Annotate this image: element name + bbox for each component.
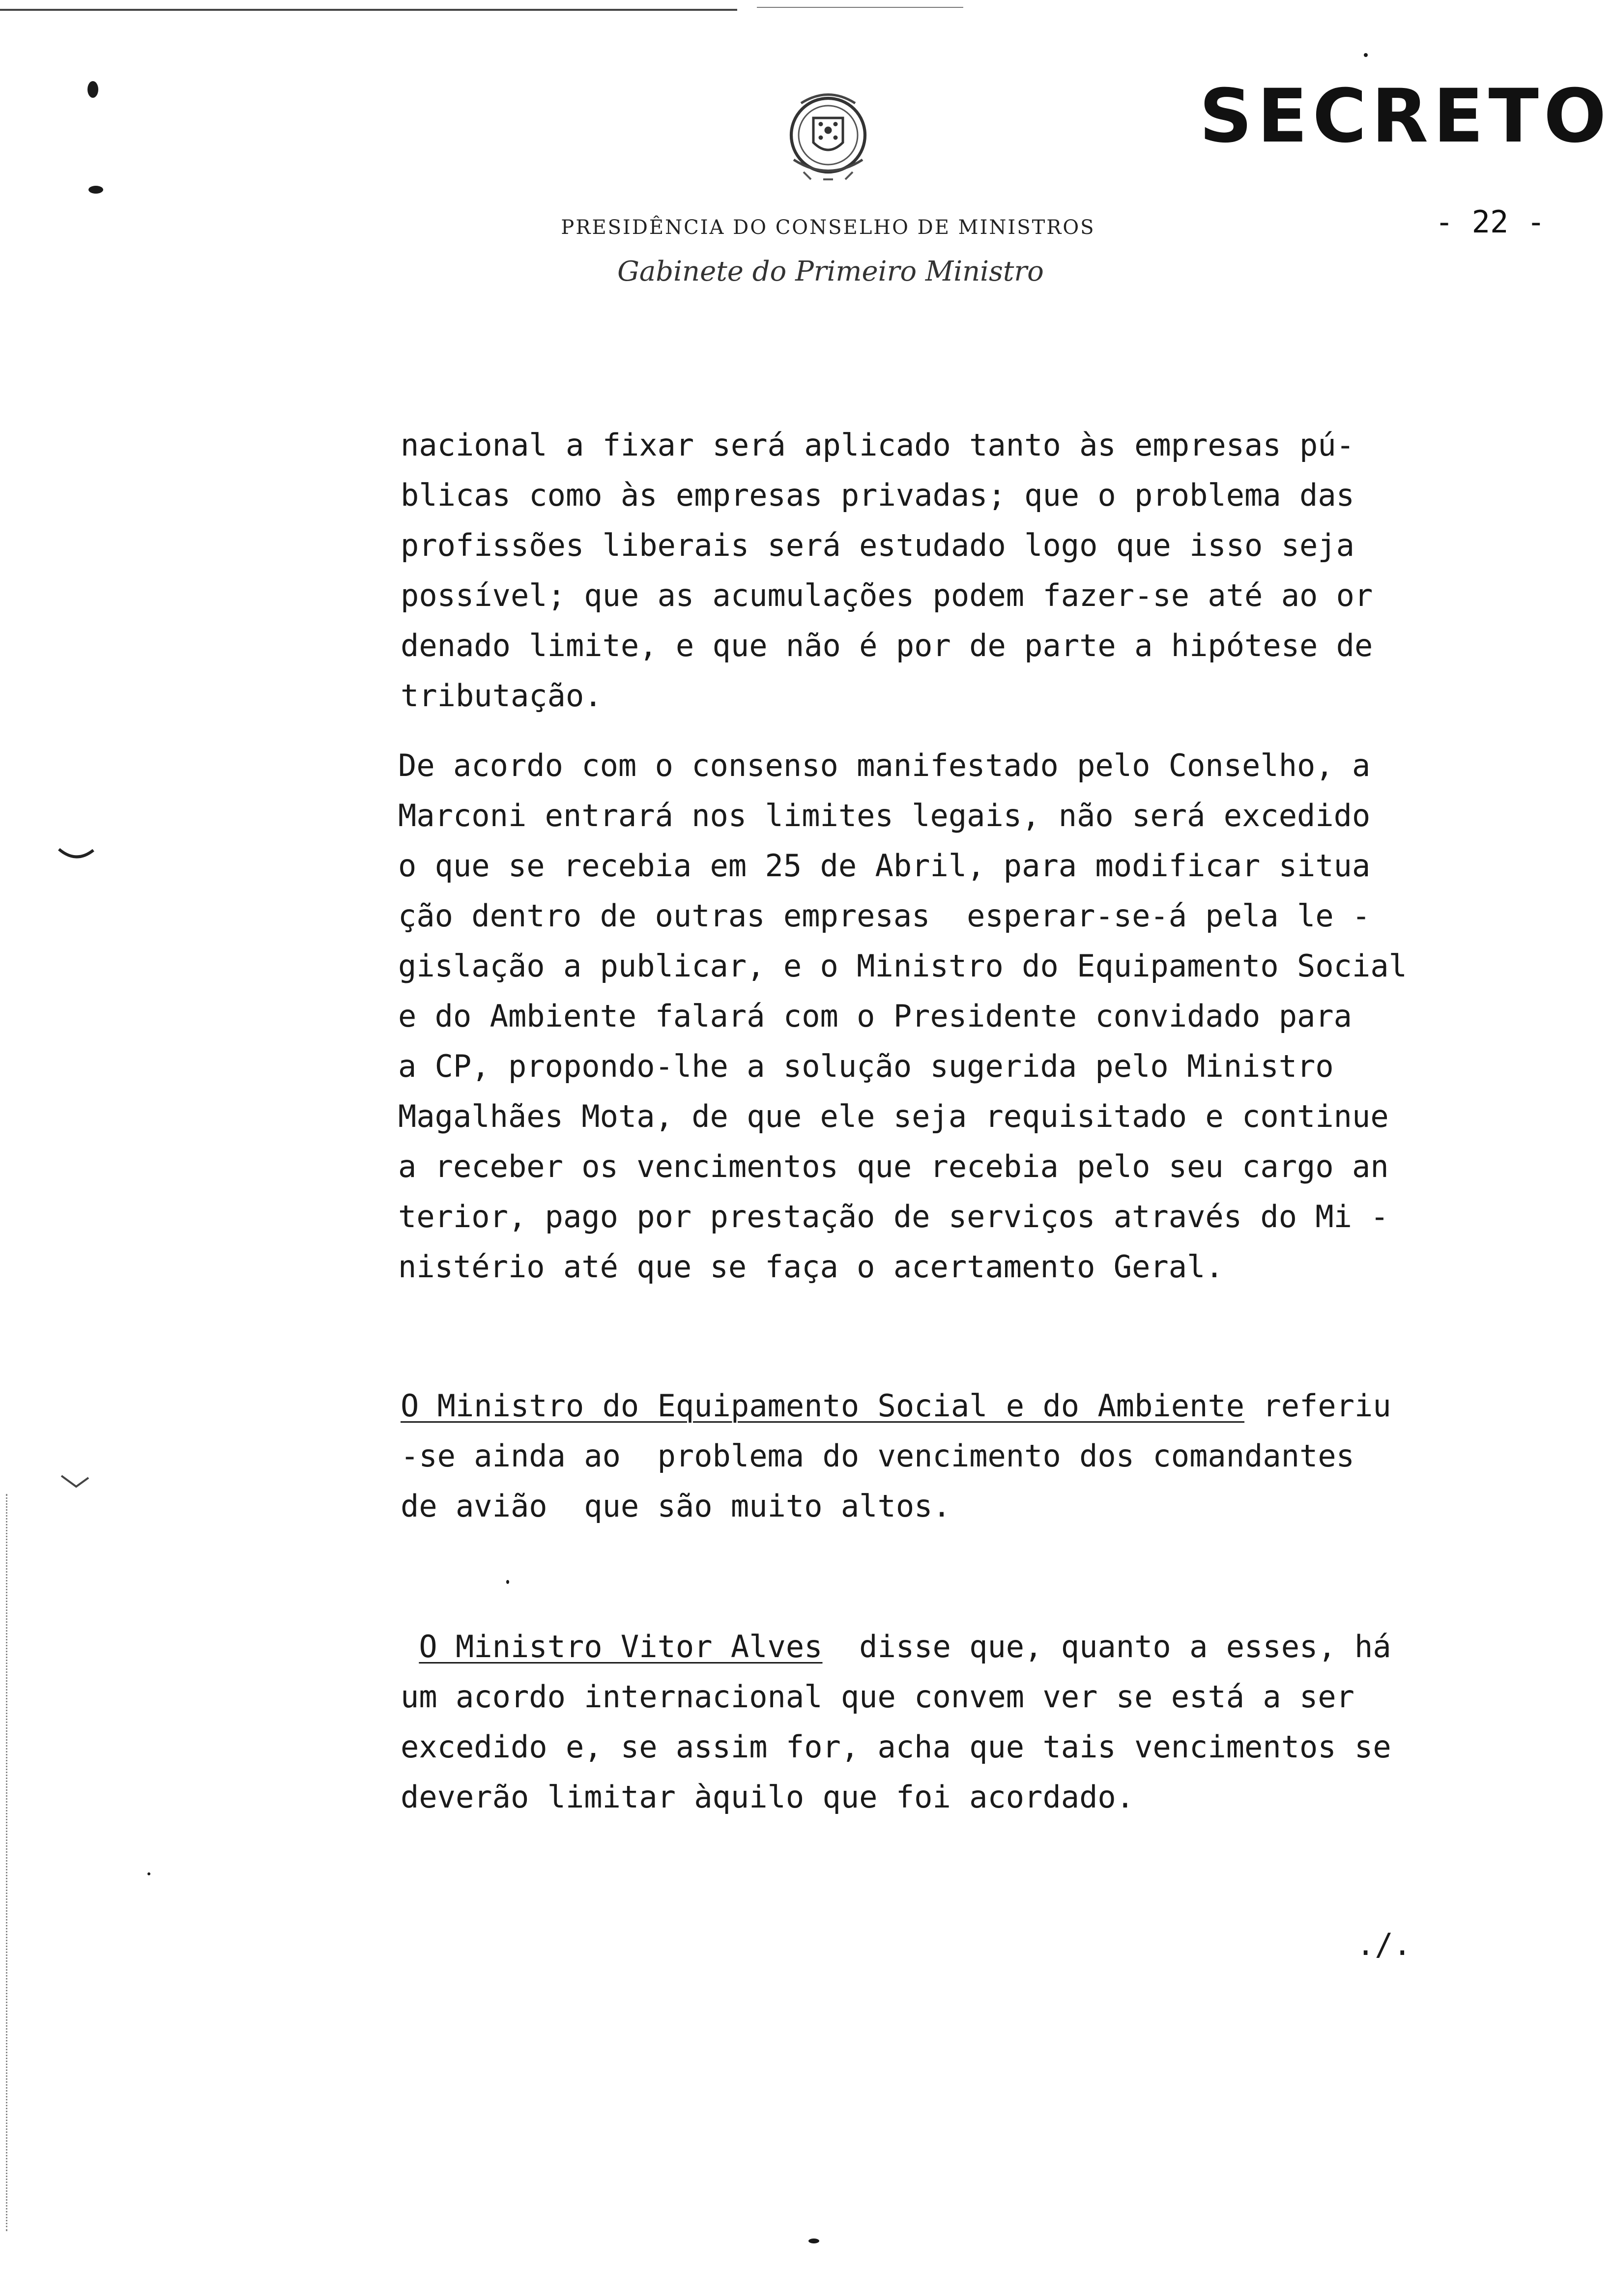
paragraph-3	[401, 1381, 1391, 1531]
top-rule	[0, 9, 737, 11]
paragraph-2	[398, 741, 1407, 1292]
speaker-name: O Ministro do Equipamento Social e do Ambiente	[401, 1388, 1245, 1424]
text-line	[401, 1622, 1391, 1672]
text-line: um acordo internacional que convem ver se está a ser	[401, 1679, 1355, 1715]
text-line: de avião que são muito altos.	[401, 1488, 951, 1524]
continuation-mark: ./.	[1356, 1926, 1411, 1962]
text-line: nacional a fixar será aplicado tanto às empresas pú-	[401, 427, 1355, 463]
text-line: deverão limitar àquilo que foi acordado.	[401, 1779, 1135, 1815]
scan-speck	[808, 2239, 819, 2243]
text-line: terior, pago por prestação de serviços através do Mi -	[398, 1199, 1389, 1234]
text-line: Marconi entrará nos limites legais, não será excedido	[398, 798, 1371, 833]
text-line: -se ainda ao problema do vencimento dos comandantes	[401, 1438, 1355, 1474]
text-line: tributação.	[401, 678, 603, 714]
scan-speck	[1364, 53, 1368, 57]
scan-speck	[87, 81, 98, 98]
scan-speck	[506, 1580, 509, 1584]
text-line: gislação a publicar, e o Ministro do Equipamento Social	[398, 948, 1407, 984]
text-fragment: referiu	[1244, 1388, 1391, 1424]
paragraph-4	[401, 1622, 1391, 1822]
text-line: De acordo com o consenso manifestado pelo Conselho, a	[398, 747, 1371, 783]
institution-name: PRESIDÊNCIA DO CONSELHO DE MINISTROS	[561, 216, 1095, 239]
margin-tick-mark	[57, 845, 96, 865]
text-line: Magalhães Mota, de que ele seja requisitado e continue	[398, 1098, 1389, 1134]
classification-stamp: SECRETO	[1199, 74, 1612, 159]
text-line: a receber os vencimentos que recebia pelo seu cargo an	[398, 1148, 1389, 1184]
page-number: - 22 -	[1435, 204, 1545, 240]
text-line	[401, 1381, 1391, 1431]
margin-tick-mark	[59, 1472, 93, 1496]
scan-speck	[88, 186, 103, 194]
text-line: e do Ambiente falará com o Presidente convidado para	[398, 998, 1353, 1034]
text-line: denado limite, e que não é por de parte a hipótese de	[401, 628, 1373, 663]
text-fragment: disse que, quanto a esses, há	[822, 1629, 1391, 1665]
scan-speck	[147, 1872, 150, 1875]
text-line: a CP, propondo-lhe a solução sugerida pelo Ministro	[398, 1048, 1334, 1084]
text-line: excedido e, se assim for, acha que tais vencimentos se	[401, 1729, 1391, 1765]
speaker-name: O Ministro Vitor Alves	[419, 1629, 823, 1665]
office-name: Gabinete do Primeiro Ministro	[617, 256, 1044, 287]
text-line: nistério até que se faça o acertamento Geral.	[398, 1249, 1224, 1285]
binding-edge-marks	[6, 1494, 11, 2231]
text-line: profissões liberais será estudado logo que isso seja	[401, 527, 1355, 563]
text-line: o que se recebia em 25 de Abril, para modificar situa	[398, 848, 1371, 884]
text-line: possível; que as acumulações podem fazer-se até ao or	[401, 577, 1373, 613]
top-rule-secondary	[757, 7, 963, 8]
paragraph-1	[401, 420, 1373, 721]
coat-of-arms-seal-icon	[767, 74, 890, 197]
text-line: blicas como às empresas privadas; que o problema das	[401, 477, 1355, 513]
text-line: ção dentro de outras empresas esperar-se-á pela le -	[398, 898, 1371, 934]
